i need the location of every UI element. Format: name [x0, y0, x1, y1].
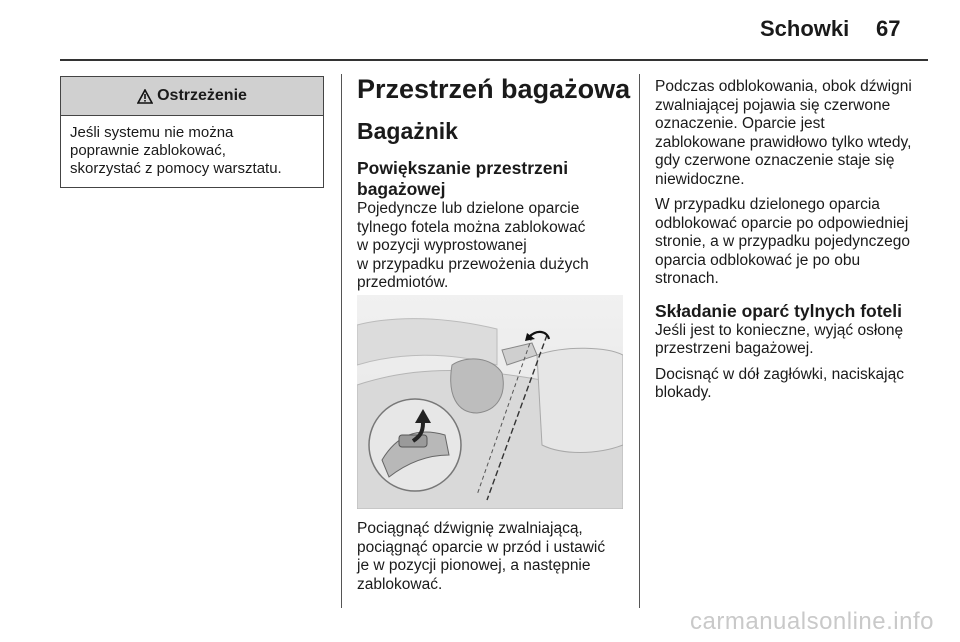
text-line: Pociągnąć dźwignię zwalniającą, — [357, 520, 583, 537]
figure-caption — [357, 520, 625, 594]
page-number: 67 — [876, 16, 901, 41]
seat-release-illustration — [357, 295, 623, 509]
text-line: w przypadku przewożenia dużych — [357, 255, 589, 273]
chapter-title: Schowki — [760, 16, 850, 41]
text-line: gdy czerwone oznaczenie staje się — [655, 152, 895, 169]
text-line: stronie, a w przypadku pojedynczego — [655, 233, 911, 250]
text-line: przestrzeni bagażowej. — [655, 340, 814, 357]
warning-text — [61, 116, 323, 186]
warning-title: Ostrzeżenie — [157, 87, 247, 104]
site-watermark: carmanualsonline.info — [690, 608, 934, 635]
text-line: tylnego fotela można zablokować — [357, 218, 586, 236]
right-column — [655, 78, 927, 410]
section-subtitle: Bagażnik — [357, 118, 458, 144]
text-line: Podczas odblokowania, obok dźwigni — [655, 78, 912, 95]
column-divider — [639, 74, 640, 608]
text-line: Jeśli systemu nie można — [70, 124, 234, 141]
middle-column — [357, 72, 631, 293]
text-line: Docisnąć w dół zagłówki, naciskając — [655, 365, 904, 383]
paragraph — [655, 366, 927, 403]
text-line: niewidoczne. — [655, 170, 745, 188]
text-line: skorzystać z pomocy warsztatu. — [70, 160, 282, 177]
text-line: zwalniającej pojawia się czerwone — [655, 96, 891, 114]
column-divider — [341, 74, 342, 608]
subsection-heading — [357, 158, 625, 200]
text-line: odblokować oparcie po odpowiedniej — [655, 214, 909, 232]
text-line: zablokowane prawidłowo tylko wtedy, — [655, 133, 912, 151]
text-line: je w pozycji pionowej, a następnie — [357, 557, 591, 574]
text-line: Jeśli jest to konieczne, wyjąć osłonę — [655, 321, 904, 339]
paragraph — [655, 78, 927, 189]
subsection-heading: Składanie oparć tylnych foteli — [655, 300, 903, 321]
heading-line: Powiększanie przestrzeni — [357, 158, 569, 178]
section-title: Przestrzeń bagażowa — [357, 74, 631, 104]
warning-box — [60, 76, 324, 188]
text-line: stronach. — [655, 270, 719, 287]
text-line: W przypadku dzielonego oparcia — [655, 196, 880, 213]
text-line: w pozycji wyprostowanej — [357, 237, 527, 254]
text-line: oznaczenie. Oparcie jest — [655, 115, 825, 132]
text-line: pociągnąć oparcie w przód i ustawić — [357, 538, 606, 556]
header-rule — [60, 59, 928, 61]
text-line: Pojedyncze lub dzielone oparcie — [357, 200, 580, 217]
text-line: przedmiotów. — [357, 274, 449, 291]
text-line: zablokować. — [357, 575, 443, 593]
text-line: oparcia odblokować je po obu — [655, 251, 861, 269]
intro-paragraph — [357, 200, 625, 293]
warning-icon — [137, 89, 153, 104]
text-line: blokady. — [655, 384, 712, 401]
paragraph — [655, 322, 927, 359]
text-line: poprawnie zablokować, — [70, 142, 226, 159]
heading-line: bagażowej — [357, 179, 446, 199]
paragraph — [655, 196, 927, 289]
warning-header — [61, 77, 323, 116]
